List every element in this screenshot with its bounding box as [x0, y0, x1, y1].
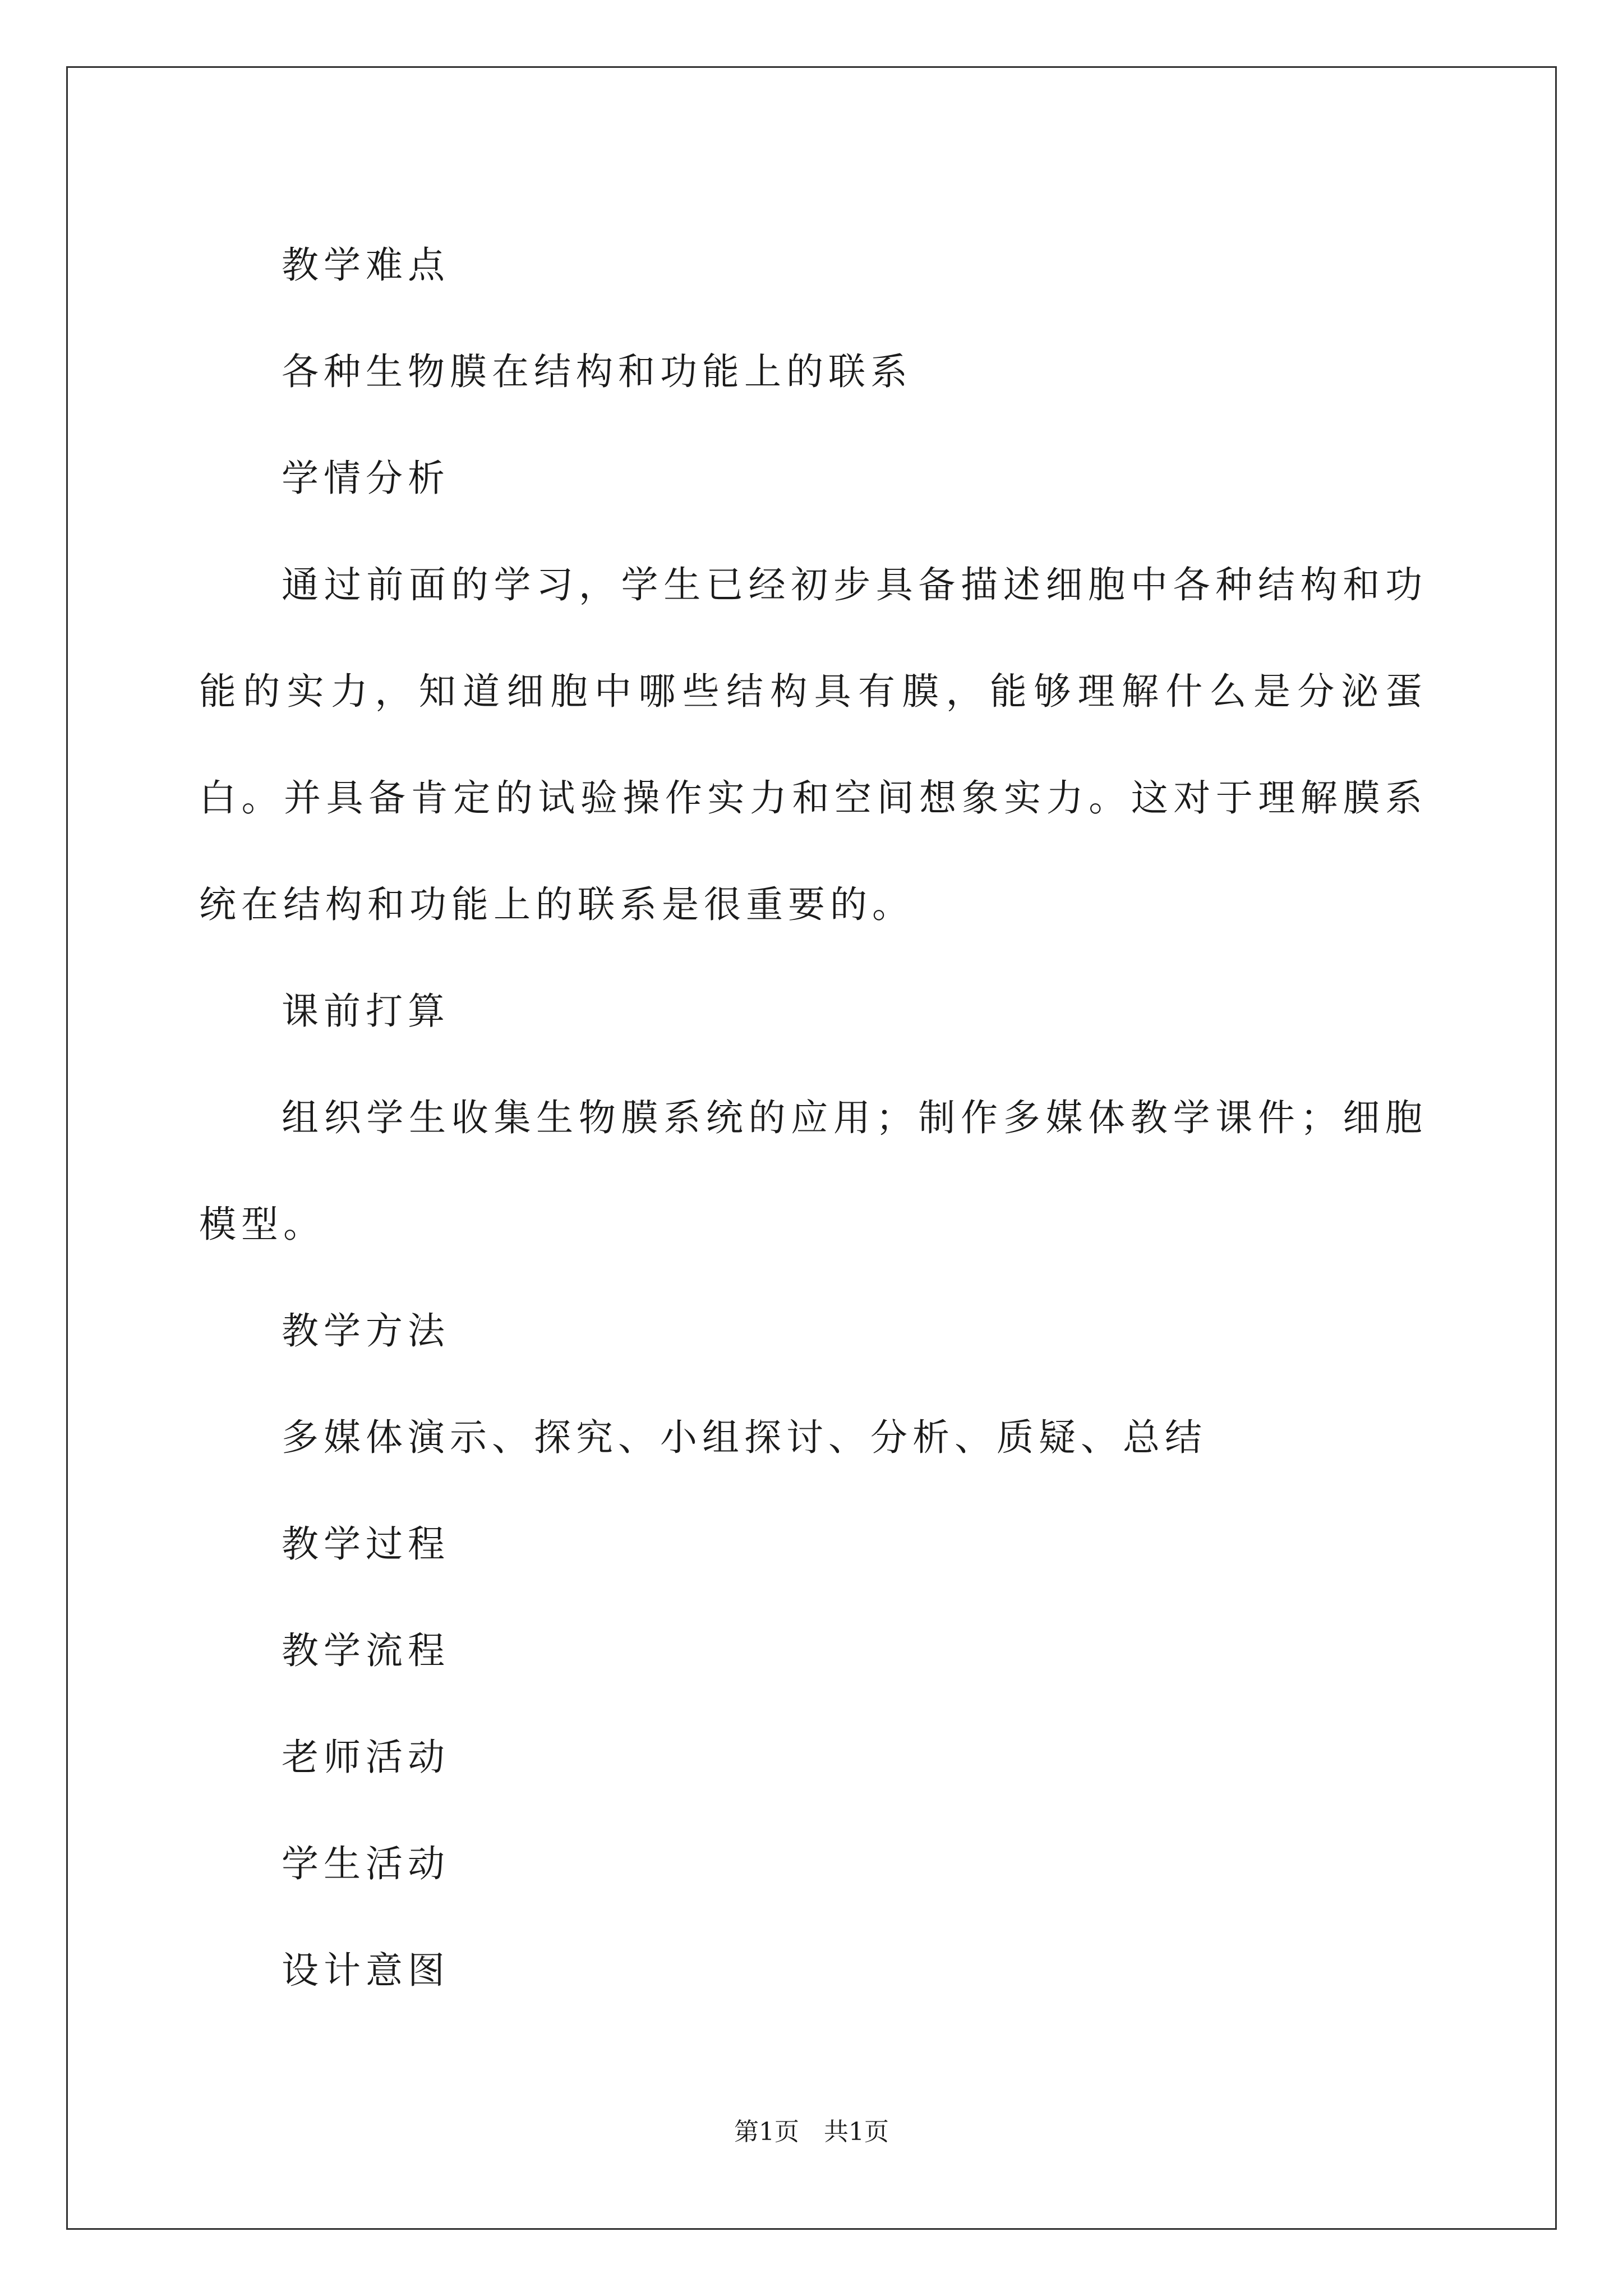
- paragraph-learner-analysis: 通过前面的学习，学生已经初步具备描述细胞中各种结构和功能的实力，知道细胞中哪些结构具有膜，能够理解什么是分泌蛋白。并具备肯定的试验操作实力和空间想象实力。这对于理解膜系统在结构和功能上的联系是很重要的。: [199, 563, 1427, 926]
- paragraph-preparation: 组织学生收集生物膜系统的应用；制作多媒体教学课件；细胞模型。: [199, 1096, 1427, 1246]
- paragraph-difficulty-content: 各种生物膜在结构和功能上的联系: [282, 350, 912, 393]
- heading-teaching-method: 教学方法: [282, 1309, 450, 1352]
- heading-learner-analysis: 学情分析: [282, 457, 450, 500]
- heading-design-intent: 设计意图: [282, 1949, 450, 1992]
- page-footer: [0, 2116, 1623, 2148]
- page-number: 第1页: [734, 2118, 799, 2146]
- document-body: [199, 212, 1427, 2024]
- page-total: 共1页: [824, 2118, 889, 2146]
- heading-teaching-process: 教学过程: [282, 1522, 450, 1566]
- heading-teacher-activity: 老师活动: [282, 1736, 450, 1779]
- heading-teaching-flow: 教学流程: [282, 1629, 450, 1672]
- heading-preparation: 课前打算: [282, 990, 450, 1033]
- paragraph-teaching-method: 多媒体演示、探究、小组探讨、分析、质疑、总结: [282, 1416, 1207, 1459]
- heading-teaching-difficulty: 教学难点: [282, 243, 450, 287]
- heading-student-activity: 学生活动: [282, 1842, 450, 1885]
